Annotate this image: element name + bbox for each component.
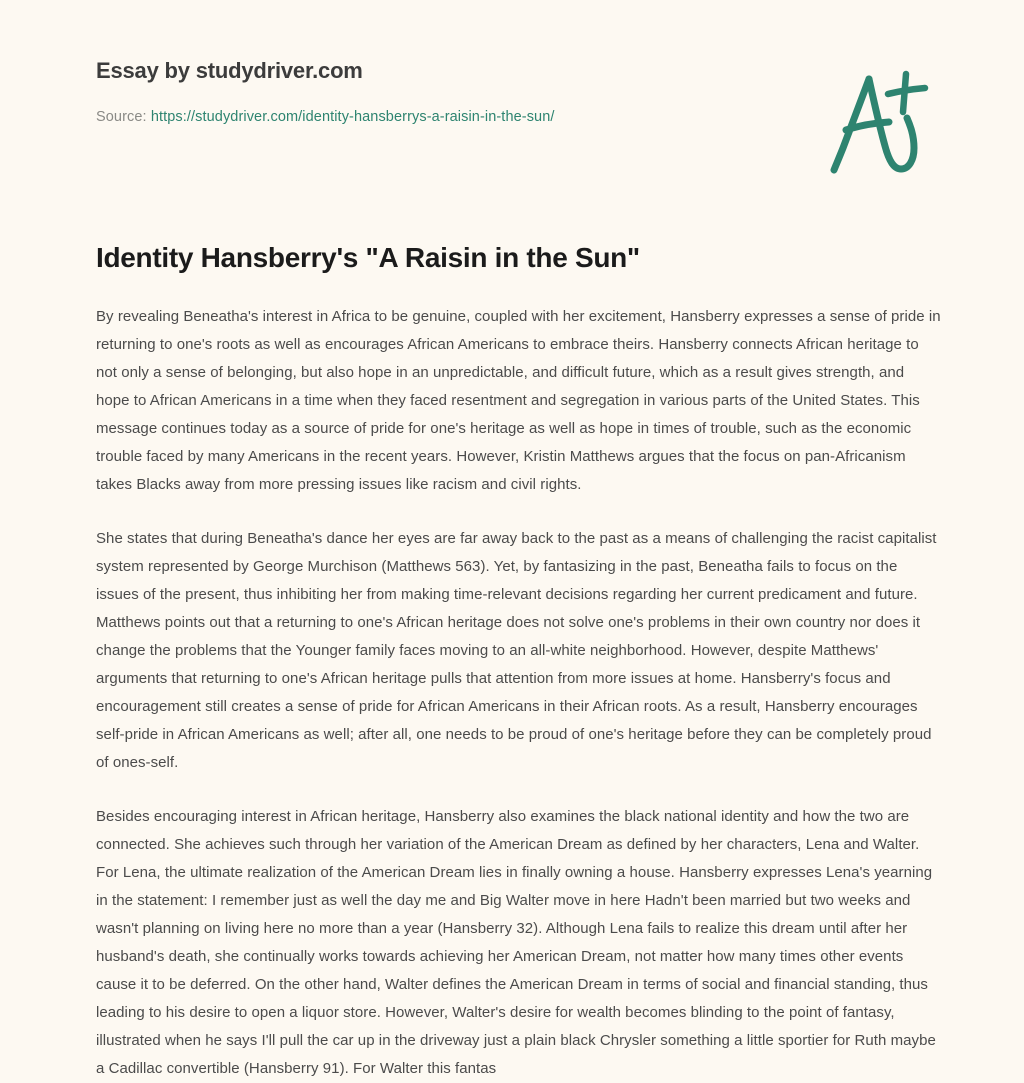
studydriver-logo[interactable] xyxy=(822,68,932,180)
source-label: Source: xyxy=(96,109,147,126)
paragraph: She states that during Beneatha's dance her eyes are far away back to the past as a means of challenging the racist capitalist system represented by George Murchison (Matthews 563). Yet, by fantasizing in the past, Beneatha fails to focus on the issues of the present, thus inhibiting her from making time-relevant decisions regarding her current predicament and future. Matthews points out that a returning to one's African heritage does not solve one's problems in their own country nor does it change the problems that the Younger family faces moving to an all-white neighborhood. However, despite Matthews' arguments that returning to one's African heritage pulls that attention from more issues at home. Hansberry's focus and encouragement still creates a sense of pride for African Americans in their African roots. As a result, Hansberry encourages self-pride in African Americans as well; after all, one needs to be proud of one's heritage before they can be completely proud of ones-self. xyxy=(96,530,937,771)
source-line xyxy=(96,109,555,125)
page-title: Identity Hansberry's "A Raisin in the Sun" xyxy=(96,242,640,273)
paragraph: By revealing Beneatha's interest in Africa to be genuine, coupled with her excitement, Hansberry expresses a sense of pride in returning to one's roots as well as encourages African Americans to embrace theirs. Hansberry connects African heritage to not only a sense of belonging, but also hope in an unpredictable, and difficult future, which as a result gives strength, and hope to African Americans in a time when they faced resentment and segregation in various parts of the United States. This message continues today as a source of pride for one's heritage as well as hope in times of trouble, such as the economic trouble faced by many Americans in the recent years. However, Kristin Matthews argues that the focus on pan-Africanism takes Blacks away from more pressing issues like racism and civil rights. xyxy=(96,308,941,493)
paragraph: Besides encouraging interest in African heritage, Hansberry also examines the black national identity and how the two are connected. She achieves such through her variation of the American Dream as defined by her characters, Lena and Walter. For Lena, the ultimate realization of the American Dream lies in finally owning a house. Hansberry expresses Lena's yearning in the statement: I remember just as well the day me and Big Walter move in here Hadn't been married but two weeks and wasn't planning on living here no more than a year (Hansberry 32). Although Lena fails to realize this dream until after her husband's death, she continually works towards achieving her American Dream, not matter how many times other events cause it to be deferred. On the other hand, Walter defines the American Dream in terms of social and financial standing, thus leading to his desire to open a liquor store. However, Walter's desire for wealth becomes blinding to the point of fantasy, illustrated when he says I'll pull the car up in the driveway just a plain black Chrysler something a little sportier for Ruth maybe a Cadillac convertible (Hansberry 91). For Walter this fantas xyxy=(96,808,936,1077)
header-text-block xyxy=(96,58,555,125)
page-header xyxy=(0,0,1024,190)
byline: Essay by studydriver.com xyxy=(96,58,363,83)
a-plus-logo-icon xyxy=(822,68,932,180)
source-url-link[interactable]: https://studydriver.com/identity-hansberrys-a-raisin-in-the-sun/ xyxy=(150,109,555,126)
article-body xyxy=(96,240,941,1083)
